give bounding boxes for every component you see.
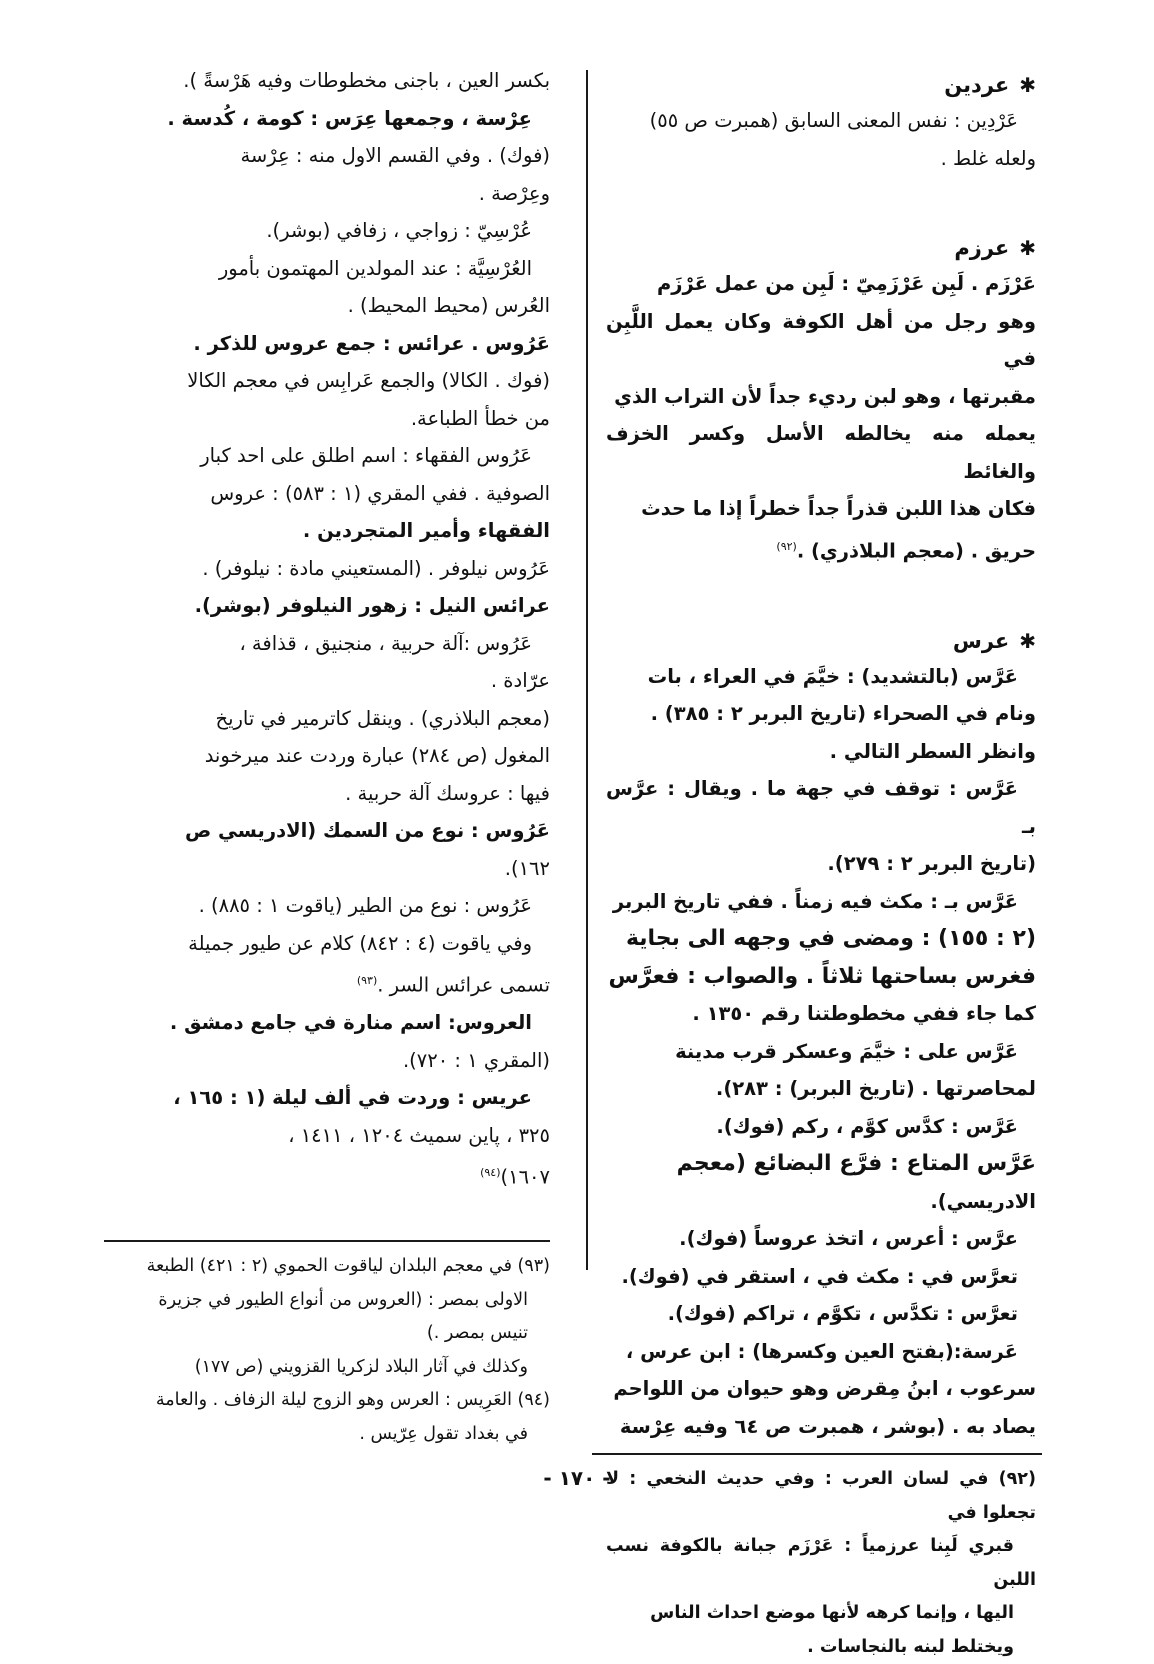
entry-line: (المقري ١ : ٧٢٠).: [112, 1042, 550, 1080]
footnote-line: (٩٤) العَرِيس : العرس وهو الزوج ليلة الزفاف . والعامة: [112, 1384, 550, 1418]
entry-line: ونام في الصحراء (تاريخ البربر ٢ : ٣٨٥) .: [606, 695, 1036, 733]
entry-line: عَرَّس : توقف في جهة ما . ويقال : عرَّس بـ: [606, 770, 1036, 845]
asterisk-icon: ✱: [1019, 231, 1036, 265]
entry-line: عَرَّس على : خيَّمَ وعسكر قرب مدينة: [606, 1033, 1036, 1071]
entry-line: (معجم البلاذري) . وينقل كاترمير في تاريخ: [112, 700, 550, 738]
entry-line: عَرُوس الفقهاء : اسم اطلق على احد كبار: [112, 437, 550, 475]
footnote-line: ويختلط لبنه بالنجاسات .: [606, 1631, 1036, 1664]
entry-line: مقبرتها ، وهو لبن رديء جداً لأن التراب الذي: [606, 378, 1036, 416]
entry-line: (تاريخ البربر ٢ : ٢٧٩).: [606, 845, 1036, 883]
entry-line: الفقهاء وأمير المتجردين .: [112, 512, 550, 550]
entry-line: المغول (ص ٢٨٤) عبارة وردت عند ميرخوند: [112, 737, 550, 775]
entry-line: (٢ : ١٥٥) : ومضى في وجهه الى بجاية: [606, 920, 1036, 958]
right-column: [606, 62, 1036, 1664]
footnote-marker: (٩٢): [776, 540, 796, 553]
left-column: [112, 62, 550, 1451]
entry-line: (فوك) . وفي القسم الاول منه : عِرْسة: [112, 137, 550, 175]
column-divider: [586, 70, 588, 1270]
footnote-line: قبري لَبِنا عرزمياً : عَرْزَم جبانة بالكوفة نسب اللبن: [606, 1530, 1036, 1597]
footnote-line: في بغداد تقول عِرّيس .: [112, 1418, 550, 1452]
entry-line: عَرُوس : نوع من السمك (الادريسي ص: [112, 812, 550, 850]
footnote-line: (٩٣) في معجم البلدان لياقوت الحموي (٢ : ٤٢١) الطبعة: [112, 1250, 550, 1284]
entry-line: العُرس (محيط المحيط) .: [112, 287, 550, 325]
entry-line: عريس : وردت في ألف ليلة (١ : ١٦٥ ،: [112, 1079, 550, 1117]
entry-line: سرعوب ، ابنُ مِقرض وهو حيوان من اللواحم: [606, 1370, 1036, 1408]
entry-line: عُرْسِيّ : زواجي ، زفافي (بوشر).: [112, 212, 550, 250]
entry-line: (فوك . الكالا) والجمع عَرابِس في معجم الكالا: [112, 362, 550, 400]
entry-line: يعمله منه يخالطه الأسل وكسر الخزف والغائط: [606, 415, 1036, 490]
entry-line: ٣٢٥ ، پاين سميث ١٢٠٤ ، ١٤١١ ،: [112, 1117, 550, 1155]
asterisk-icon: ✱: [1019, 68, 1036, 102]
entry-line: فغرس بساحتها ثلاثاً . والصواب : فعرَّس: [606, 958, 1036, 996]
entry-line: عَرَّس المتاع : فرَّع البضائع (معجم: [606, 1145, 1036, 1183]
page-number: - ١٧٠ -: [0, 1466, 1154, 1490]
entry-line: الادريسي).: [606, 1183, 1036, 1221]
footnote-line: اليها ، وإنما كرهه لأنها موضع احداث الناس: [606, 1597, 1036, 1631]
entry-line: كما جاء ففي مخطوطتنا رقم ١٣٥٠ .: [606, 995, 1036, 1033]
entry-line: عَرُوس نيلوفر . (المستعيني مادة : نيلوفر) .: [112, 550, 550, 588]
entry-line: تعرَّس في : مكث في ، استقر في (فوك).: [606, 1258, 1036, 1296]
entry-line: عَرُوس . عرائس : جمع عروس للذكر .: [112, 325, 550, 363]
entry-line: الصوفية . ففي المقري (١ : ٥٨٣) : عروس: [112, 475, 550, 513]
entry-line: العروس: اسم منارة في جامع دمشق .: [112, 1004, 550, 1042]
entry-line: يصاد به . (بوشر ، همبرت ص ٦٤ وفيه عِرْسة: [606, 1408, 1036, 1446]
footnote-line: (٩٢) في لسان العرب : وفي حديث النخعي : لا تجعلوا في: [606, 1463, 1036, 1530]
entry-line: عَرسة:(بفتح العين وكسرها) : ابن عرس ،: [606, 1333, 1036, 1371]
entry-line: تعرَّس : تكدَّس ، تكوَّم ، تراكم (فوك).: [606, 1295, 1036, 1333]
entry-line: تسمى عرائس السر .$^{(٩٣)}$: [112, 962, 550, 1004]
footnote-line: وكذلك في آثار البلاد لزكريا القزويني (ص ١٧٧): [112, 1351, 550, 1385]
asterisk-icon: ✱: [1019, 624, 1036, 658]
entry-line: عَرُوس : نوع من الطير (ياقوت ١ : ٨٨٥) .: [112, 887, 550, 925]
entry-line: وانظر السطر التالي .: [606, 733, 1036, 771]
footnote-divider: [592, 1453, 1042, 1455]
entry-line: عَرُوس :آلة حربية ، منجنيق ، قذافة ،: [112, 625, 550, 663]
footnote-divider: [104, 1240, 550, 1242]
entry-line: عرَّس : أعرس ، اتخذ عروساً (فوك).: [606, 1220, 1036, 1258]
entry-line: ولعله غلط .: [606, 140, 1036, 178]
entry-line: عَرْزَم . لَبِن عَرْزَمِيّ : لَبِن من عمل عَرْزَم: [606, 265, 1036, 303]
entry-line: ١٦٠٧)$^{(٩٤)}$: [112, 1154, 550, 1196]
entry-line: وفي ياقوت (٤ : ٨٤٢) كلام عن طيور جميلة: [112, 925, 550, 963]
footnote-line: تنيس بمصر .): [112, 1317, 550, 1351]
entry-line: وهو رجل من أهل الكوفة وكان يعمل اللَّبِن في: [606, 303, 1036, 378]
entry-heading-aras: ✱عرس: [606, 624, 1036, 658]
entry-line: وعِرْصة .: [112, 175, 550, 213]
entry-line: عِرْسة ، وجمعها عِرَس : كومة ، كُدسة .: [112, 100, 550, 138]
entry-heading-arzam: ✱عرزم: [606, 231, 1036, 265]
entry-line: بكسر العين ، باجنى مخطوطات وفيه هَرْسةً ).: [112, 62, 550, 100]
footnote-line: الاولى بمصر : (العروس من أنواع الطيور في جزيرة: [112, 1284, 550, 1318]
entry-line: العُرْسِيَّة : عند المولدين المهتمون بأمور: [112, 250, 550, 288]
entry-line: من خطأ الطباعة.: [112, 400, 550, 438]
footnote-marker: (٩٣): [357, 974, 377, 987]
entry-line: عرّادة .: [112, 662, 550, 700]
entry-line: ١٦٢).: [112, 850, 550, 888]
entry-heading-ardin: ✱عردين: [606, 68, 1036, 102]
entry-line: عَرَّس (بالتشديد) : خيَّمَ في العراء ، بات: [606, 658, 1036, 696]
footnote-marker: (٩٤): [480, 1166, 500, 1179]
entry-line: عَرْدِين : نفس المعنى السابق (همبرت ص ٥٥): [606, 102, 1036, 140]
entry-line: لمحاصرتها . (تاريخ البربر) : ٢٨٣).: [606, 1070, 1036, 1108]
entry-line: عَرَّس بـ : مكث فيه زمناً . ففي تاريخ البربر: [606, 883, 1036, 921]
entry-line: فيها : عروسك آلة حربية .: [112, 775, 550, 813]
entry-line: عرائس النيل : زهور النيلوفر (بوشر).: [112, 587, 550, 625]
entry-line: حريق . (معجم البلاذري) .$^{(٩٢)}$: [606, 528, 1036, 570]
entry-line: عَرَّس : كدَّس كوَّم ، ركم (فوك).: [606, 1108, 1036, 1146]
entry-line: فكان هذا اللبن قذراً جداً خطراً إذا ما حدث: [606, 490, 1036, 528]
